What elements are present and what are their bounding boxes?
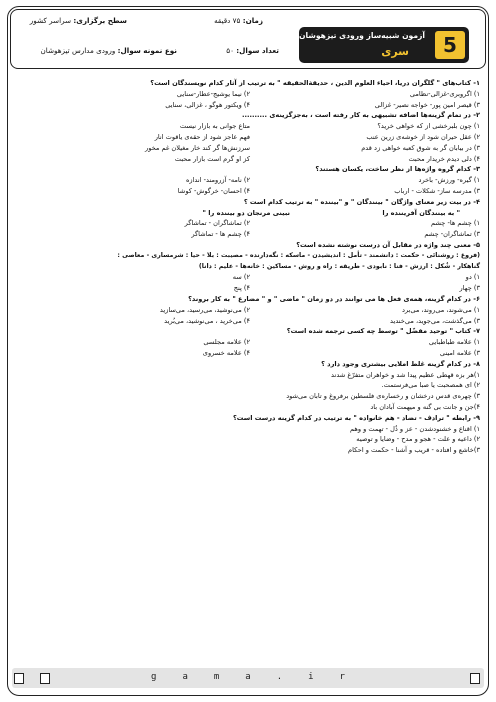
questions-area (14, 78, 480, 456)
type-field (41, 46, 177, 55)
level-field (30, 16, 127, 25)
q5-option-4[interactable]: ۴) پنج (233, 284, 250, 293)
q6-option-1[interactable]: ۱) می‌شوند، می‌روند، می‌برد (401, 305, 480, 314)
q3-option-4[interactable]: ۴) احسان- خرگوش- کوشا (177, 186, 250, 195)
series-label: سری (381, 45, 409, 58)
q5-line-b: گناهکار - شُکل : ارزش - فنا : نابودی - طریقه : راه و روش - مساکین : خانه‌ها - علیم : دانا) (198, 262, 480, 270)
q3-option-3[interactable]: ۳) مدرسه ساز- شکلات - ارباب (394, 186, 480, 195)
type-value: ورودی مدارس تیزهوشان (40, 46, 116, 55)
time-value: ۷۵ دقیقه (214, 16, 241, 25)
q6-option-4[interactable]: ۴) می‌خرید ، می‌نوشید، می‌بُرید (164, 316, 250, 325)
q4-option-3[interactable]: ۳) تماشاگران- چشم (424, 230, 480, 239)
q7-option-2[interactable]: ۲) علامه مجلسی (203, 338, 250, 347)
q1-option-2[interactable]: ۲) نیما یوشیج-عطار-سنایی (176, 89, 250, 98)
q5-line-a: (فروغ : روشنائی - حکمت : دانشمند - تأمل : اندیشیدن - ماسکه : نگه‌دارنده - مصیبت : بلا - حیا : شرمساری - معاصی : (117, 251, 480, 259)
q4-verse-a: " به بینندگان آفریننده را (382, 208, 460, 217)
q8-option-1[interactable]: ۱)هر بزه قهطی عظیم پیدا شد و خواهران متفرّغ شدند (331, 370, 480, 379)
exam-logo (299, 27, 469, 63)
exam-header (10, 9, 486, 69)
q9-option-1[interactable]: ۱) اقناع و خشنودشدن - عز و ذُل - تهمت و وهم (349, 424, 480, 433)
q9-option-2[interactable]: ۲) داعیه و علت - هجو و مدح - وضایا و توصیه (356, 435, 480, 444)
q2-option-4[interactable]: ۴) دلی دیدم خریدار محبت (408, 154, 480, 163)
corner-square-left (14, 673, 24, 684)
question-7: ۷- کتاب " توحید مفضّل " توسط چه کسی ترجمه شده است؟ (286, 327, 480, 336)
series-number-badge: 5 (435, 31, 465, 59)
q5-option-2[interactable]: ۲) سه (232, 273, 250, 282)
count-value: ۵۰ (226, 46, 234, 55)
type-label: نوع نمونه سوال: (117, 46, 177, 55)
q5-option-1[interactable]: ۱) دو (465, 273, 480, 282)
time-field (214, 16, 263, 25)
q8-option-4[interactable]: ۴)جن و جانت بی گنه و میهمت آبادان باد (370, 402, 480, 411)
q8-option-3[interactable]: ۳) چهره‌ی قدس درخشان و رخساره‌ی فلسطین برفروغ و تابان می‌شود (286, 392, 480, 401)
q9-option-3[interactable]: ۳)خاشع و افتاده - قریب و آشنا - حکمت و احکام (348, 446, 480, 455)
q7-option-4[interactable]: ۴) علامه خسروی (202, 348, 250, 357)
q3-option-1[interactable]: ۱) گیره- ورزش- باخرد (418, 176, 480, 185)
question-9: ۹- رابطه " ترادف - تضاد - هم خانواده " به ترتیب در کدام گزینه درست است؟ (232, 413, 480, 422)
footer-site: gama.ir (151, 672, 371, 682)
corner-square-right (470, 673, 480, 684)
q4-verse-b: نبینی مرنجان دو بیننده را " (202, 208, 290, 217)
level-value: سراسر کشور (29, 16, 72, 25)
exam-title: آزمون شبیه‌ساز ورودی تیزهوشان (299, 31, 425, 40)
q2-option-2-verse: فهم عاجز شود از حقه‌ی یاقوت انار (154, 132, 250, 141)
question-1: ۱- کتاب‌های " گلگران دریا، احیاء العلوم الدین ، حدیقة‌الحقیقه " به ترتیب از آثار کدام نویسندگان است؟ (150, 79, 480, 87)
q2-option-3-verse: سرزنش‌ها گر کند خار مغیلان غم مخور (145, 143, 250, 152)
q4-option-4[interactable]: ۴) چشم ها - تماشاگر (191, 230, 250, 239)
q2-option-1-verse: متاع جوانی به بازار نیست (179, 122, 250, 131)
q4-option-2[interactable]: ۲) تماشاگران - تماشاگر (184, 219, 250, 228)
q8-option-2[interactable]: ۲) ای همصحبت یا صبا می‌فرستمت. (381, 381, 480, 390)
q2-option-4-verse: کز او گرم است بازار محبت (174, 154, 250, 163)
q1-option-1[interactable]: ۱) اگروبری-غزالی-نظامی (409, 89, 480, 98)
count-label: تعداد سوال: (236, 46, 279, 55)
question-4: ۴- در بیت زیر معنای واژگان " بینندگان " و "بیننده " به ترتیب کدام است ؟ (243, 197, 480, 206)
q6-option-2[interactable]: ۲) می‌نوشید، می‌رسید، می‌سازید (159, 305, 250, 314)
corner-square-left-2 (40, 673, 50, 684)
q1-option-3[interactable]: ۳) قیصر امین پور- خواجه نصیر- غزالی (374, 100, 480, 109)
q2-option-1[interactable]: ۱) چون بلبرخشی از که خواهی خرید؟ (377, 122, 480, 131)
count-field (226, 46, 279, 55)
level-label: سطح برگزاری: (73, 16, 127, 25)
q5-option-3[interactable]: ۳) چهار (459, 284, 480, 293)
footer-bar (12, 668, 484, 688)
q2-option-2[interactable]: ۲) عقل حیران شود از خوشه‌ی زرین عنب (366, 132, 480, 141)
q2-option-3[interactable]: ۳) در بیابان گر به شوق کعبه خواهی زد قدم (361, 143, 480, 152)
q6-option-3[interactable]: ۳) می‌گذشت، می‌جوید، می‌خندید (390, 316, 480, 325)
question-2: ۲- در تمام گزینه‌ها اضافه تشبیهی به کار رفته است ، به‌جزگزینه‌ی .......... (241, 111, 480, 120)
time-label: زمان: (242, 16, 263, 25)
question-5: ۵- معنی چند واژه در مقابل آن درست نوشته نشده است؟ (296, 240, 480, 249)
q7-option-3[interactable]: ۳) علامه امینی (439, 348, 480, 357)
q7-option-1[interactable]: ۱) علامه طباطبایی (428, 338, 480, 347)
q1-option-4[interactable]: ۴) ویکتور هوگو ، غزالی، سنایی (165, 100, 250, 109)
q3-option-2[interactable]: ۲) نامه- آزرومند- اندازه (185, 176, 250, 185)
question-8: ۸- در کدام گزینه غلط املایی بیشتری وجود دارد ؟ (321, 359, 480, 368)
q4-option-1[interactable]: ۱) چشم ها- چشم (431, 219, 480, 228)
question-6: ۶- در کدام گزینه، همه‌ی فعل ها می توانند در دو زمان " ماضی " و " مضارع " به کار بروند؟ (188, 294, 480, 303)
question-3: ۳- کدام گروه واژه‌ها از نظر ساخت، یکسان هستند؟ (315, 165, 480, 174)
